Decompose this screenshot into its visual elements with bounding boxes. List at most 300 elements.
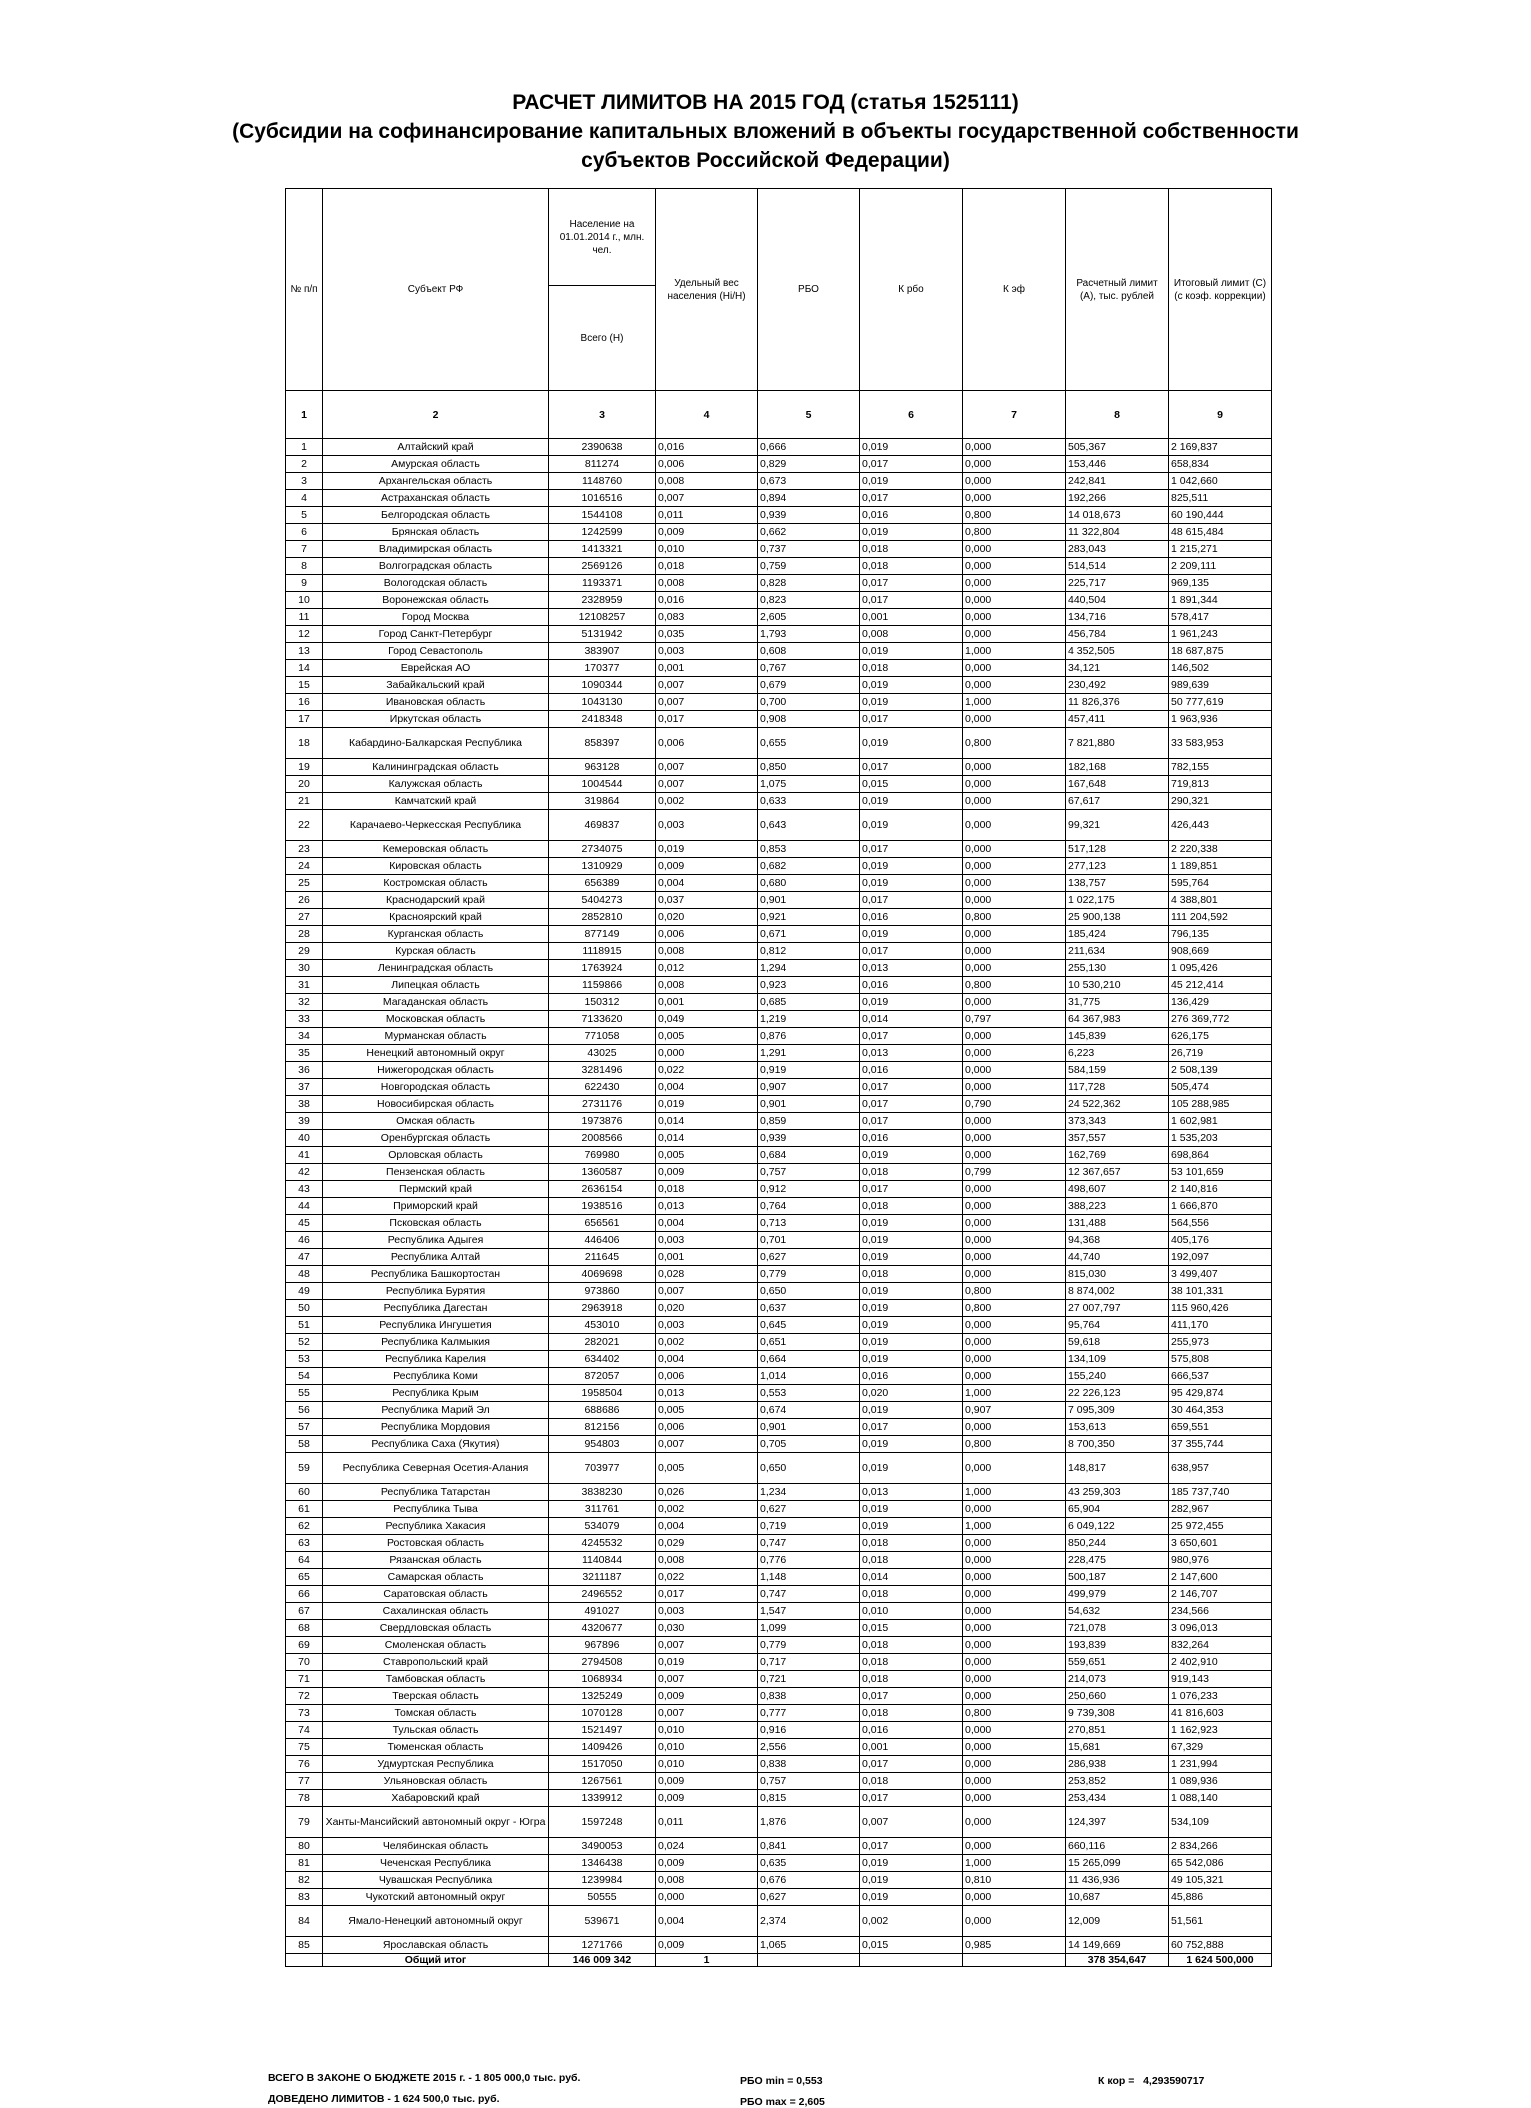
row-num: 77 <box>286 1773 323 1790</box>
row-subject: Республика Северная Осетия-Алания <box>323 1453 549 1484</box>
row-limit: 270,851 <box>1066 1722 1169 1739</box>
row-final: 1 666,870 <box>1169 1198 1272 1215</box>
table-row <box>286 841 1272 858</box>
row-limit: 138,757 <box>1066 875 1169 892</box>
header-population: Население на 01.01.2014 г., млн. чел. <box>549 189 656 286</box>
row-rbo: 0,923 <box>758 977 860 994</box>
row-num: 5 <box>286 507 323 524</box>
row-rbo: 0,682 <box>758 858 860 875</box>
row-k-rbo: 0,019 <box>860 926 963 943</box>
row-k-rbo: 0,015 <box>860 776 963 793</box>
row-population: 1193371 <box>549 575 656 592</box>
row-k-rbo: 0,017 <box>860 1688 963 1705</box>
row-num: 18 <box>286 728 323 759</box>
row-subject: Краснодарский край <box>323 892 549 909</box>
col-index: 1 <box>286 391 323 439</box>
table-row <box>286 1351 1272 1368</box>
row-k-ef: 0,000 <box>963 926 1066 943</box>
row-subject: Ульяновская область <box>323 1773 549 1790</box>
row-share: 0,083 <box>656 609 758 626</box>
header-k-ef: К эф <box>963 189 1066 391</box>
row-limit: 4 352,505 <box>1066 643 1169 660</box>
row-k-ef: 0,790 <box>963 1096 1066 1113</box>
table-row <box>286 1889 1272 1906</box>
table-row <box>286 1671 1272 1688</box>
col-index: 2 <box>323 391 549 439</box>
row-k-ef: 0,000 <box>963 858 1066 875</box>
row-share: 0,004 <box>656 875 758 892</box>
row-limit: 277,123 <box>1066 858 1169 875</box>
row-share: 0,008 <box>656 943 758 960</box>
limits-table <box>285 188 1272 1967</box>
table-row <box>286 1045 1272 1062</box>
row-population: 688686 <box>549 1402 656 1419</box>
row-num: 76 <box>286 1756 323 1773</box>
row-final: 25 972,455 <box>1169 1518 1272 1535</box>
table-row <box>286 1872 1272 1889</box>
row-limit: 11 436,936 <box>1066 1872 1169 1889</box>
row-k-rbo: 0,013 <box>860 960 963 977</box>
row-k-ef: 0,000 <box>963 793 1066 810</box>
row-num: 78 <box>286 1790 323 1807</box>
row-limit: 12 367,657 <box>1066 1164 1169 1181</box>
row-population: 858397 <box>549 728 656 759</box>
row-limit: 388,223 <box>1066 1198 1169 1215</box>
row-share: 0,002 <box>656 793 758 810</box>
row-rbo: 0,747 <box>758 1535 860 1552</box>
row-limit: 64 367,983 <box>1066 1011 1169 1028</box>
row-limit: 10,687 <box>1066 1889 1169 1906</box>
row-k-rbo: 0,018 <box>860 1164 963 1181</box>
row-k-rbo: 0,017 <box>860 943 963 960</box>
row-limit: 192,266 <box>1066 490 1169 507</box>
row-limit: 242,841 <box>1066 473 1169 490</box>
row-limit: 99,321 <box>1066 810 1169 841</box>
table-row <box>286 1113 1272 1130</box>
table-row <box>286 875 1272 892</box>
row-k-rbo: 0,018 <box>860 541 963 558</box>
row-subject: Республика Крым <box>323 1385 549 1402</box>
row-k-ef: 0,000 <box>963 1889 1066 1906</box>
row-share: 0,001 <box>656 1249 758 1266</box>
row-population: 4069698 <box>549 1266 656 1283</box>
row-num: 48 <box>286 1266 323 1283</box>
row-population: 769980 <box>549 1147 656 1164</box>
row-k-rbo: 0,018 <box>860 1705 963 1722</box>
row-num: 64 <box>286 1552 323 1569</box>
title-line-1: РАСЧЕТ ЛИМИТОВ НА 2015 ГОД (статья 1525111) <box>512 91 1019 114</box>
row-limit: 8 874,002 <box>1066 1283 1169 1300</box>
row-rbo: 0,705 <box>758 1436 860 1453</box>
row-num: 25 <box>286 875 323 892</box>
table-row <box>286 677 1272 694</box>
row-rbo: 0,655 <box>758 728 860 759</box>
row-k-rbo: 0,019 <box>860 1317 963 1334</box>
row-rbo: 1,793 <box>758 626 860 643</box>
table-row <box>286 1855 1272 1872</box>
row-k-ef: 0,000 <box>963 1807 1066 1838</box>
row-share: 0,009 <box>656 1688 758 1705</box>
row-rbo: 0,828 <box>758 575 860 592</box>
row-population: 2636154 <box>549 1181 656 1198</box>
row-population: 453010 <box>549 1317 656 1334</box>
row-share: 0,037 <box>656 892 758 909</box>
row-rbo: 0,717 <box>758 1654 860 1671</box>
row-limit: 6,223 <box>1066 1045 1169 1062</box>
table-row <box>286 960 1272 977</box>
row-limit: 145,839 <box>1066 1028 1169 1045</box>
row-num: 26 <box>286 892 323 909</box>
row-k-rbo: 0,019 <box>860 643 963 660</box>
row-k-ef: 0,000 <box>963 1028 1066 1045</box>
row-k-ef: 0,000 <box>963 1552 1066 1569</box>
row-rbo: 0,912 <box>758 1181 860 1198</box>
row-k-rbo: 0,013 <box>860 1484 963 1501</box>
row-population: 1271766 <box>549 1937 656 1954</box>
table-row <box>286 1232 1272 1249</box>
row-rbo: 2,556 <box>758 1739 860 1756</box>
row-rbo: 0,673 <box>758 473 860 490</box>
row-k-rbo: 0,019 <box>860 994 963 1011</box>
row-population: 1016516 <box>549 490 656 507</box>
row-rbo: 0,815 <box>758 1790 860 1807</box>
footer-allocated: ДОВЕДЕНО ЛИМИТОВ - 1 624 500,0 тыс. руб. <box>268 2093 500 2105</box>
row-limit: 31,775 <box>1066 994 1169 1011</box>
row-limit: 15 265,099 <box>1066 1855 1169 1872</box>
row-population: 1517050 <box>549 1756 656 1773</box>
table-row <box>286 892 1272 909</box>
row-subject: Тамбовская область <box>323 1671 549 1688</box>
row-k-ef: 0,800 <box>963 524 1066 541</box>
row-subject: Тульская область <box>323 1722 549 1739</box>
row-subject: Пермский край <box>323 1181 549 1198</box>
row-k-rbo: 0,019 <box>860 1855 963 1872</box>
total-row <box>286 1954 1272 1967</box>
col-index: 9 <box>1169 391 1272 439</box>
row-population: 3490053 <box>549 1838 656 1855</box>
row-rbo: 1,219 <box>758 1011 860 1028</box>
row-limit: 499,979 <box>1066 1586 1169 1603</box>
row-k-rbo: 0,019 <box>860 1518 963 1535</box>
row-subject: Чукотский автономный округ <box>323 1889 549 1906</box>
row-population: 1973876 <box>549 1113 656 1130</box>
row-k-rbo: 0,018 <box>860 1586 963 1603</box>
table-row <box>286 1028 1272 1045</box>
row-num: 30 <box>286 960 323 977</box>
row-num: 17 <box>286 711 323 728</box>
row-limit: 59,618 <box>1066 1334 1169 1351</box>
row-final: 95 429,874 <box>1169 1385 1272 1402</box>
row-num: 71 <box>286 1671 323 1688</box>
row-rbo: 0,627 <box>758 1889 860 1906</box>
row-final: 65 542,086 <box>1169 1855 1272 1872</box>
row-k-ef: 0,810 <box>963 1872 1066 1889</box>
row-subject: Челябинская область <box>323 1838 549 1855</box>
row-subject: Брянская область <box>323 524 549 541</box>
table-row <box>286 456 1272 473</box>
row-population: 2734075 <box>549 841 656 858</box>
row-k-ef: 0,000 <box>963 541 1066 558</box>
row-final: 48 615,484 <box>1169 524 1272 541</box>
row-rbo: 0,812 <box>758 943 860 960</box>
row-k-ef: 0,000 <box>963 892 1066 909</box>
row-population: 2569126 <box>549 558 656 575</box>
row-k-ef: 0,000 <box>963 1266 1066 1283</box>
row-final: 255,973 <box>1169 1334 1272 1351</box>
row-final: 4 388,801 <box>1169 892 1272 909</box>
row-limit: 850,244 <box>1066 1535 1169 1552</box>
row-subject: Забайкальский край <box>323 677 549 694</box>
row-num: 49 <box>286 1283 323 1300</box>
row-rbo: 1,075 <box>758 776 860 793</box>
row-k-rbo: 0,019 <box>860 1872 963 1889</box>
row-final: 1 535,203 <box>1169 1130 1272 1147</box>
row-population: 1346438 <box>549 1855 656 1872</box>
row-k-rbo: 0,016 <box>860 1062 963 1079</box>
row-k-rbo: 0,016 <box>860 1722 963 1739</box>
row-share: 0,007 <box>656 1283 758 1300</box>
table-row <box>286 660 1272 677</box>
row-final: 2 834,266 <box>1169 1838 1272 1855</box>
table-row <box>286 694 1272 711</box>
row-k-rbo: 0,015 <box>860 1620 963 1637</box>
row-k-ef: 0,000 <box>963 1620 1066 1637</box>
row-num: 7 <box>286 541 323 558</box>
table-row <box>286 1484 1272 1501</box>
row-share: 0,002 <box>656 1501 758 1518</box>
row-share: 0,019 <box>656 841 758 858</box>
row-share: 0,013 <box>656 1198 758 1215</box>
table-row <box>286 1198 1272 1215</box>
row-k-ef: 0,000 <box>963 1756 1066 1773</box>
row-subject: Пензенская область <box>323 1164 549 1181</box>
row-k-rbo: 0,017 <box>860 892 963 909</box>
row-k-ef: 0,000 <box>963 1130 1066 1147</box>
row-k-ef: 0,000 <box>963 456 1066 473</box>
row-share: 0,004 <box>656 1351 758 1368</box>
row-share: 0,004 <box>656 1906 758 1937</box>
table-row <box>286 1535 1272 1552</box>
row-population: 656561 <box>549 1215 656 1232</box>
row-k-ef: 0,000 <box>963 1535 1066 1552</box>
row-share: 0,007 <box>656 759 758 776</box>
row-k-rbo: 0,019 <box>860 1351 963 1368</box>
row-population: 1004544 <box>549 776 656 793</box>
row-population: 1958504 <box>549 1385 656 1402</box>
row-num: 29 <box>286 943 323 960</box>
row-limit: 498,607 <box>1066 1181 1169 1198</box>
row-share: 0,005 <box>656 1453 758 1484</box>
row-limit: 250,660 <box>1066 1688 1169 1705</box>
row-num: 68 <box>286 1620 323 1637</box>
table-row <box>286 1552 1272 1569</box>
row-rbo: 0,737 <box>758 541 860 558</box>
row-k-rbo: 0,019 <box>860 793 963 810</box>
row-k-ef: 0,000 <box>963 943 1066 960</box>
row-num: 31 <box>286 977 323 994</box>
row-rbo: 0,627 <box>758 1501 860 1518</box>
table-row <box>286 1501 1272 1518</box>
row-share: 0,006 <box>656 456 758 473</box>
row-k-rbo: 0,019 <box>860 728 963 759</box>
row-subject: Кабардино-Балкарская Республика <box>323 728 549 759</box>
row-limit: 7 821,880 <box>1066 728 1169 759</box>
row-population: 446406 <box>549 1232 656 1249</box>
row-subject: Кировская область <box>323 858 549 875</box>
row-share: 0,018 <box>656 1181 758 1198</box>
row-k-ef: 0,000 <box>963 1368 1066 1385</box>
row-final: 146,502 <box>1169 660 1272 677</box>
table-row <box>286 1062 1272 1079</box>
table-row <box>286 759 1272 776</box>
row-final: 1 088,140 <box>1169 1790 1272 1807</box>
row-rbo: 0,876 <box>758 1028 860 1045</box>
row-final: 3 499,407 <box>1169 1266 1272 1283</box>
row-final: 282,967 <box>1169 1501 1272 1518</box>
row-k-ef: 0,000 <box>963 1181 1066 1198</box>
row-rbo: 0,901 <box>758 1419 860 1436</box>
row-limit: 228,475 <box>1066 1552 1169 1569</box>
row-limit: 457,411 <box>1066 711 1169 728</box>
row-share: 0,009 <box>656 1937 758 1954</box>
table-row <box>286 473 1272 490</box>
row-limit: 8 700,350 <box>1066 1436 1169 1453</box>
row-final: 185 737,740 <box>1169 1484 1272 1501</box>
row-limit: 131,488 <box>1066 1215 1169 1232</box>
row-subject: Ненецкий автономный округ <box>323 1045 549 1062</box>
row-limit: 34,121 <box>1066 660 1169 677</box>
row-population: 811274 <box>549 456 656 473</box>
row-k-rbo: 0,018 <box>860 1535 963 1552</box>
row-share: 0,026 <box>656 1484 758 1501</box>
row-k-rbo: 0,013 <box>860 1045 963 1062</box>
row-k-ef: 0,000 <box>963 1739 1066 1756</box>
row-num: 55 <box>286 1385 323 1402</box>
row-subject: Орловская область <box>323 1147 549 1164</box>
row-k-rbo: 0,018 <box>860 1773 963 1790</box>
row-limit: 357,557 <box>1066 1130 1169 1147</box>
row-limit: 12,009 <box>1066 1906 1169 1937</box>
row-share: 0,005 <box>656 1402 758 1419</box>
row-final: 969,135 <box>1169 575 1272 592</box>
row-k-rbo: 0,017 <box>860 711 963 728</box>
title-line-2: (Субсидии на софинансирование капитальных вложений в объекты государственной собственности <box>232 120 1299 143</box>
row-final: 51,561 <box>1169 1906 1272 1937</box>
row-rbo: 1,876 <box>758 1807 860 1838</box>
row-rbo: 0,643 <box>758 810 860 841</box>
row-rbo: 0,651 <box>758 1334 860 1351</box>
row-limit: 22 226,123 <box>1066 1385 1169 1402</box>
row-limit: 211,634 <box>1066 943 1169 960</box>
row-population: 3211187 <box>549 1569 656 1586</box>
row-final: 426,443 <box>1169 810 1272 841</box>
row-share: 0,007 <box>656 694 758 711</box>
row-k-ef: 0,000 <box>963 1603 1066 1620</box>
row-population: 963128 <box>549 759 656 776</box>
row-k-ef: 0,800 <box>963 977 1066 994</box>
row-subject: Томская область <box>323 1705 549 1722</box>
row-limit: 44,740 <box>1066 1249 1169 1266</box>
row-share: 0,007 <box>656 776 758 793</box>
row-share: 0,007 <box>656 1637 758 1654</box>
row-k-rbo: 0,017 <box>860 1838 963 1855</box>
row-population: 1140844 <box>549 1552 656 1569</box>
table-row <box>286 1637 1272 1654</box>
row-num: 11 <box>286 609 323 626</box>
row-limit: 456,784 <box>1066 626 1169 643</box>
row-rbo: 0,701 <box>758 1232 860 1249</box>
row-subject: Белгородская область <box>323 507 549 524</box>
row-k-rbo: 0,001 <box>860 1739 963 1756</box>
row-final: 2 220,338 <box>1169 841 1272 858</box>
row-final: 45 212,414 <box>1169 977 1272 994</box>
row-share: 0,000 <box>656 1889 758 1906</box>
row-num: 39 <box>286 1113 323 1130</box>
row-k-ef: 0,000 <box>963 1113 1066 1130</box>
row-rbo: 0,676 <box>758 1872 860 1889</box>
row-num: 21 <box>286 793 323 810</box>
row-num: 15 <box>286 677 323 694</box>
table-row <box>286 1215 1272 1232</box>
row-rbo: 0,853 <box>758 841 860 858</box>
row-num: 37 <box>286 1079 323 1096</box>
row-subject: Город Москва <box>323 609 549 626</box>
table-row <box>286 626 1272 643</box>
row-share: 0,014 <box>656 1130 758 1147</box>
row-num: 72 <box>286 1688 323 1705</box>
row-final: 1 076,233 <box>1169 1688 1272 1705</box>
row-k-rbo: 0,016 <box>860 909 963 926</box>
row-subject: Владимирская область <box>323 541 549 558</box>
table-row <box>286 1130 1272 1147</box>
row-population: 43025 <box>549 1045 656 1062</box>
row-limit: 255,130 <box>1066 960 1169 977</box>
row-population: 1159866 <box>549 977 656 994</box>
row-population: 1068934 <box>549 1671 656 1688</box>
total-share: 1 <box>656 1954 758 1967</box>
row-k-rbo: 0,019 <box>860 1402 963 1419</box>
row-k-ef: 0,000 <box>963 558 1066 575</box>
row-limit: 14 018,673 <box>1066 507 1169 524</box>
row-num: 81 <box>286 1855 323 1872</box>
row-subject: Московская область <box>323 1011 549 1028</box>
row-limit: 153,446 <box>1066 456 1169 473</box>
row-share: 0,005 <box>656 1028 758 1045</box>
row-limit: 15,681 <box>1066 1739 1169 1756</box>
row-share: 0,004 <box>656 1215 758 1232</box>
row-subject: Новосибирская область <box>323 1096 549 1113</box>
table-row <box>286 1079 1272 1096</box>
row-k-rbo: 0,016 <box>860 1130 963 1147</box>
row-final: 825,511 <box>1169 490 1272 507</box>
row-num: 4 <box>286 490 323 507</box>
row-population: 534079 <box>549 1518 656 1535</box>
row-population: 703977 <box>549 1453 656 1484</box>
table-row <box>286 1773 1272 1790</box>
row-final: 534,109 <box>1169 1807 1272 1838</box>
row-subject: Республика Коми <box>323 1368 549 1385</box>
table-row <box>286 439 1272 456</box>
row-num: 50 <box>286 1300 323 1317</box>
total-num-cell <box>286 1954 323 1967</box>
row-subject: Сахалинская область <box>323 1603 549 1620</box>
row-share: 0,003 <box>656 1603 758 1620</box>
row-num: 84 <box>286 1906 323 1937</box>
row-num: 23 <box>286 841 323 858</box>
row-rbo: 0,721 <box>758 1671 860 1688</box>
row-population: 1118915 <box>549 943 656 960</box>
row-final: 3 650,601 <box>1169 1535 1272 1552</box>
